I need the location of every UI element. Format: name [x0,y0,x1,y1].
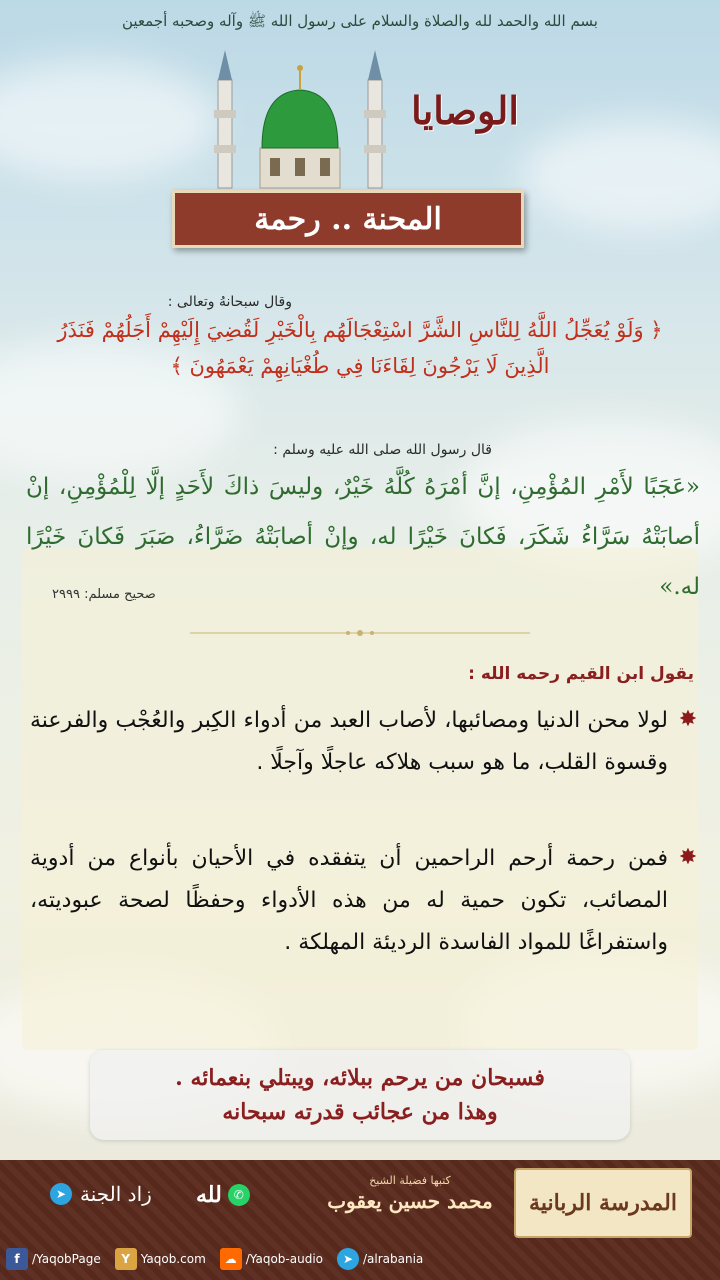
bullet-star-icon: ✸ [678,707,698,732]
hadith-intro: قال رسول الله صلى الله عليه وسلم : [273,442,492,458]
list-item-text: فمن رحمة أرحم الراحمين أن يتفقده في الأحيان بأنواع من أدوية المصائب، تكون حمية له من هذه الأدواء وحفظًا لصحة عبوديته، واستفراغًا للمواد الفاسدة الرديئة المهلكة . [30,846,668,955]
telegram-label: /alrabania [363,1252,424,1266]
school-name: المدرسة الربانية [529,1190,677,1216]
hadith-text: «عَجَبًا لأَمْرِ المُؤْمِنِ، إنَّ أمْرَهُ كُلَّهُ خَيْرٌ، وليسَ ذاكَ لأَحَدٍ إلَّا لِلْمُؤْمِنِ، إنْ أصابَتْهُ سَرَّاءُ شَكَرَ، فَكانَ خَيْرًا له، وإنْ أصابَتْهُ ضَرَّاءُ، صَبَرَ فَكانَ خَيْرًا له.» [26,474,700,600]
background-cloud [0,60,220,180]
quote-heading: يقول ابن القيم رحمه الله : [468,664,694,684]
author-signature [320,1174,500,1213]
brand-logo: الوصايا [411,88,519,133]
mosque-dome-icon [200,40,400,190]
website-label: Yaqob.com [140,1252,206,1266]
zad-channel[interactable] [50,1182,152,1206]
content-panel [22,548,698,1050]
telegram-icon: ➤ [337,1248,359,1270]
lillah-label: لله [196,1182,222,1208]
ornament-divider [190,630,530,636]
page-title: المحنة .. رحمة [254,201,442,237]
title-banner [172,190,524,248]
bullet-star-icon: ✸ [678,845,698,870]
zad-label: زاد الجنة [80,1182,152,1206]
closing-box [90,1050,630,1140]
list-item-text: لولا محن الدنيا ومصائبها، لأصاب العبد من أدواء الكِبر والعُجْب والفرعنة وقسوة القلب، ما هو سبب هلاكه عاجلًا وآجلًا . [30,708,668,775]
facebook-label: /YaqobPage [32,1252,101,1266]
quran-verse: ﴿ وَلَوْ يُعَجِّلُ اللَّهُ لِلنَّاسِ الشَّرَّ اسْتِعْجَالَهُم بِالْخَيْرِ لَقُضِيَ إِلَيْهِمْ أَجَلُهُمْ فَنَذَرُ الَّذِينَ لَا يَرْجُونَ لِقَاءَنَا فِي طُغْيَانِهِمْ يَعْمَهُونَ ﴾ [57,318,663,378]
whatsapp-icon[interactable]: ✆ [228,1184,250,1206]
lillah-channel[interactable] [196,1182,250,1208]
background-cloud [520,120,720,230]
soundcloud-label: /Yaqob-audio [245,1252,323,1266]
author-caption: كتبها فضيلة الشيخ [369,1174,451,1187]
author-name: محمد حسين يعقوب [327,1189,493,1213]
footer [0,1160,720,1280]
list-item [20,838,700,964]
closing-line-2: وهذا من عجائب قدرته سبحانه [222,1099,498,1125]
basmala-header: بسم الله والحمد لله والصلاة والسلام على رسول الله ﷺ وآله وصحبه أجمعين [122,12,598,30]
telegram-icon[interactable]: ➤ [50,1183,72,1205]
yaqob-site-icon: Y [115,1248,137,1270]
closing-line-1: فسبحان من يرحم ببلائه، ويبتلي بنعمائه . [175,1065,545,1091]
telegram-link[interactable] [337,1248,423,1270]
website-link[interactable] [115,1248,206,1270]
facebook-link[interactable] [6,1248,101,1270]
soundcloud-icon: ☁ [220,1248,242,1270]
school-logo[interactable] [514,1168,692,1238]
social-links [6,1244,714,1274]
verse-intro: وقال سبحانهُ وتعالى : [167,294,292,310]
soundcloud-link[interactable] [220,1248,323,1270]
list-item [20,700,700,784]
facebook-icon: f [6,1248,28,1270]
hadith-reference: صحيح مسلم: ٢٩٩٩ [52,587,156,602]
